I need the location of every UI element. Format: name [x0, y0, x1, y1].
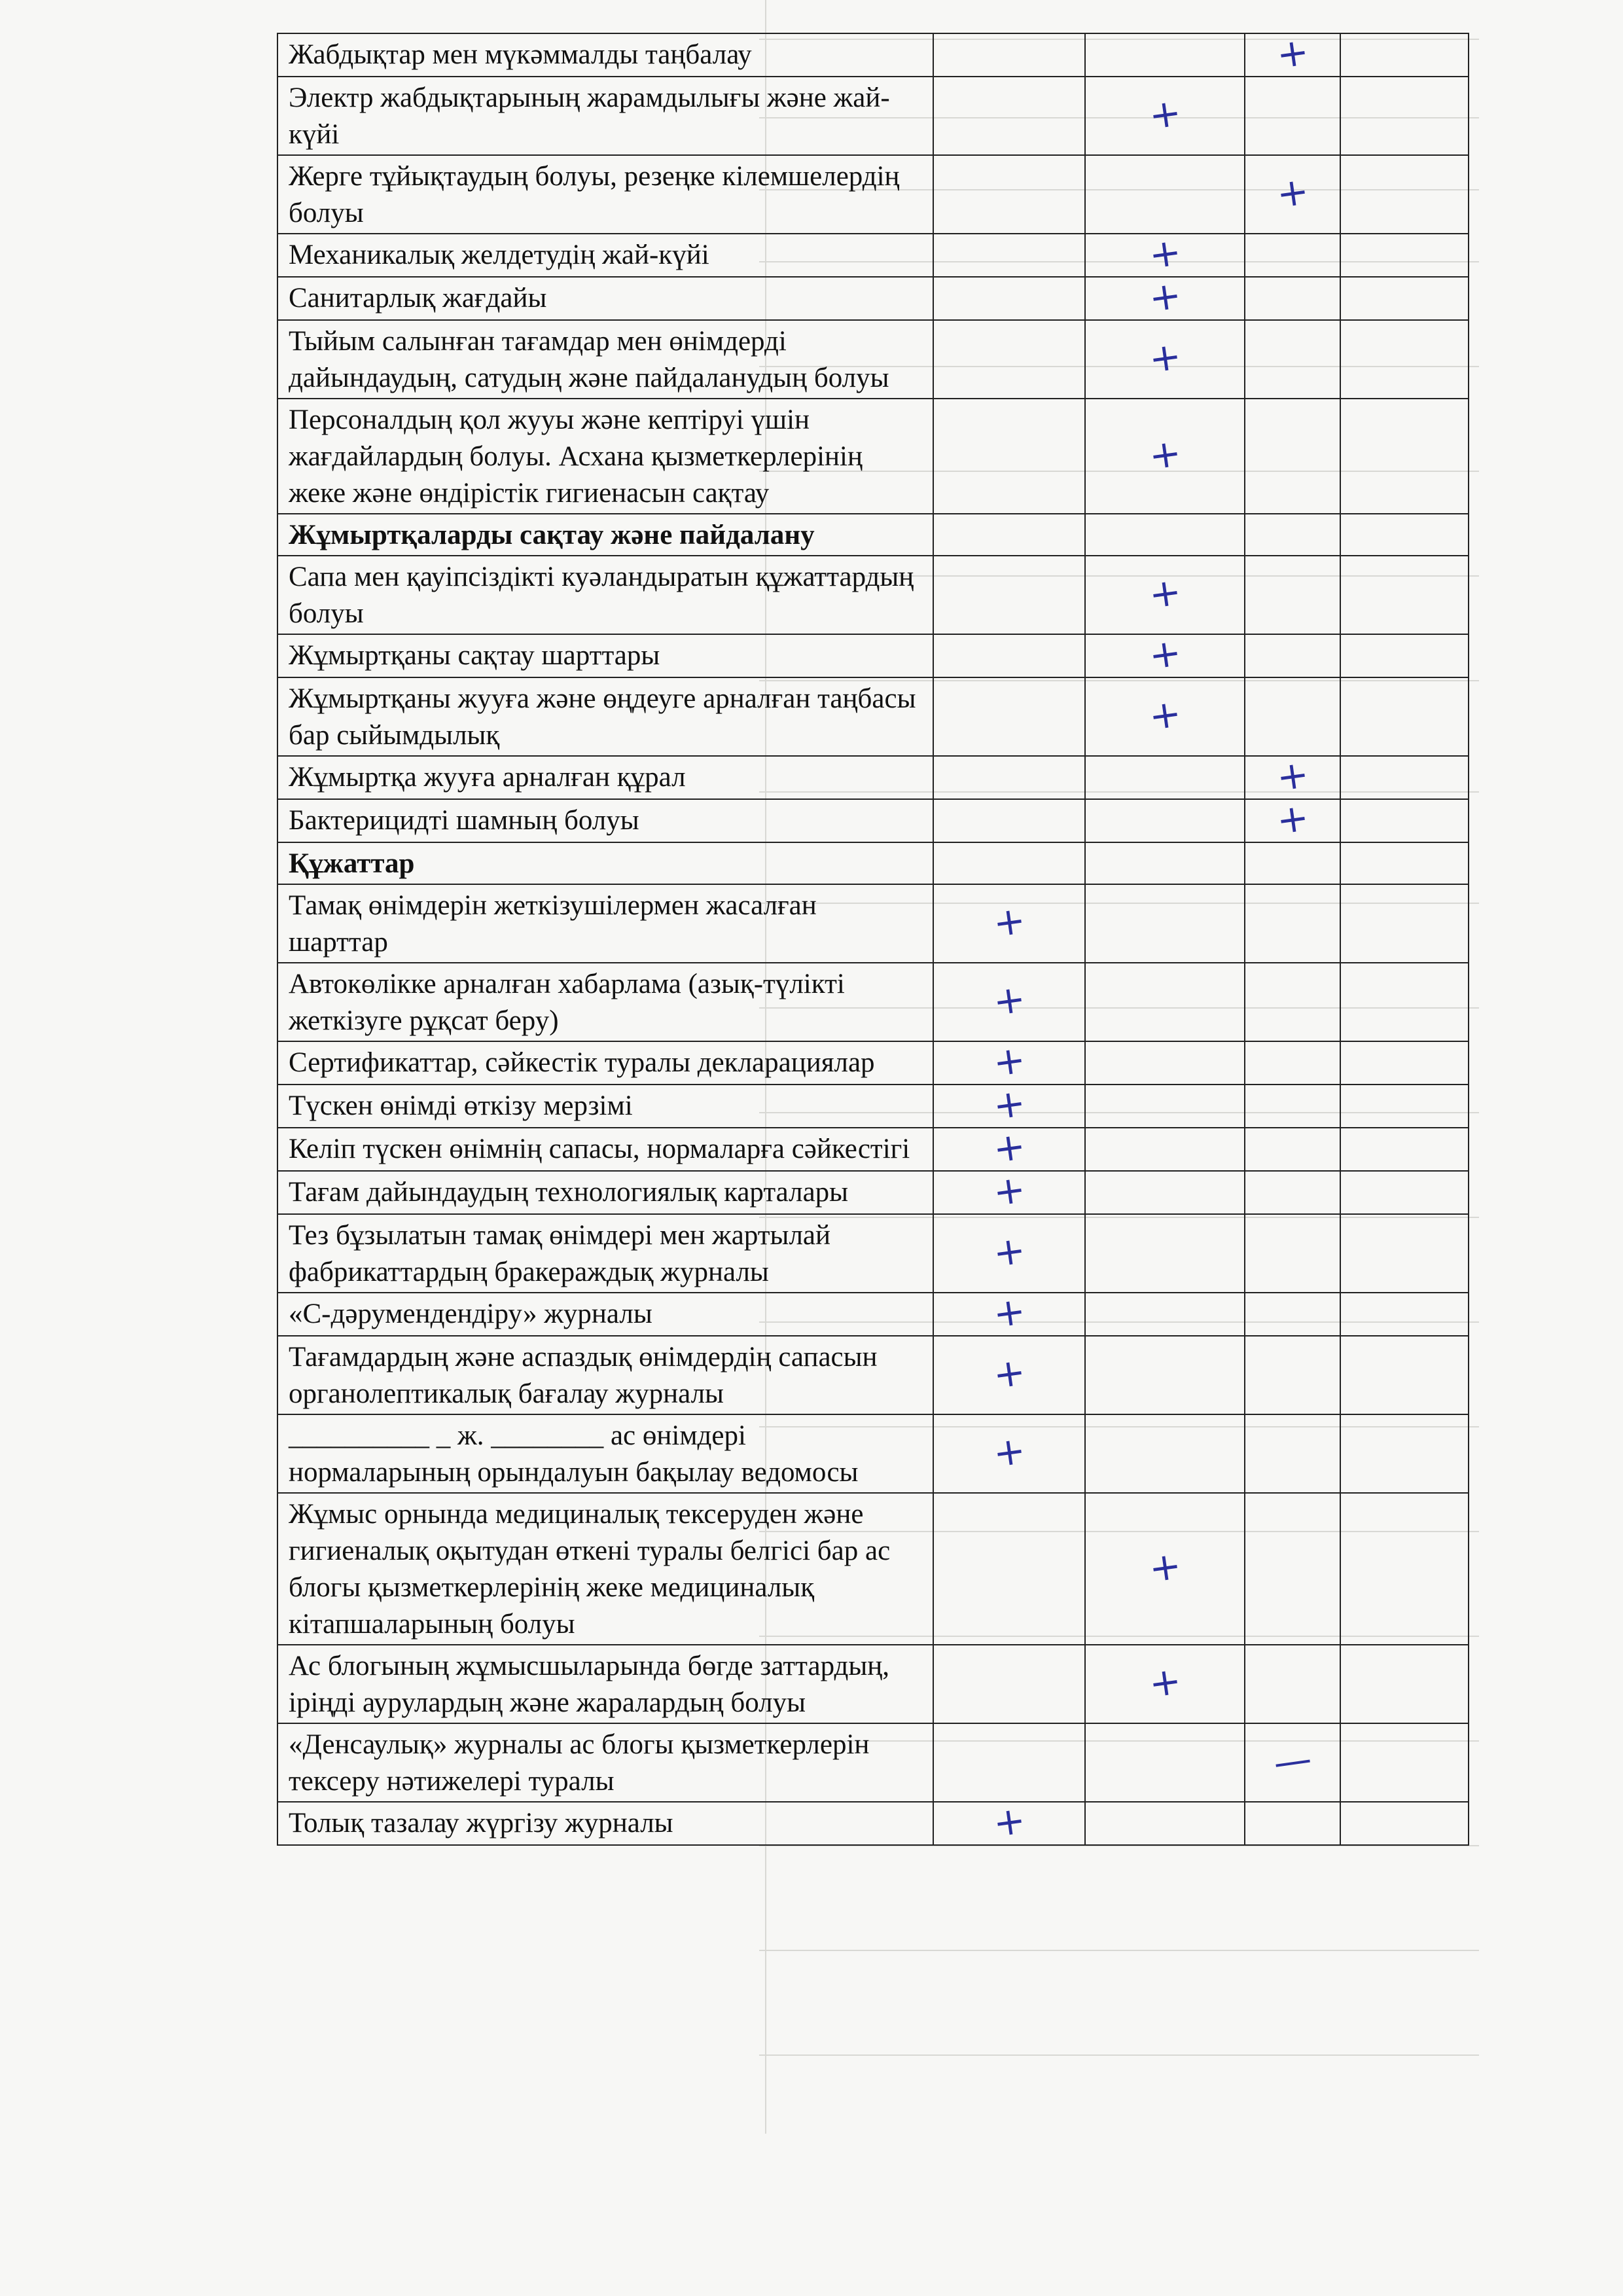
mark-cell-4	[1340, 77, 1469, 155]
mark-cell-4	[1340, 1214, 1469, 1293]
mark-cell-1	[933, 634, 1085, 677]
mark-cell-3	[1245, 234, 1340, 277]
mark-cell-4	[1340, 634, 1469, 677]
checklist-row	[277, 234, 1469, 277]
plus-mark: +	[990, 1287, 1028, 1337]
checklist-row	[277, 634, 1469, 677]
plus-mark: +	[1146, 429, 1184, 479]
mark-cell-2	[1085, 677, 1245, 756]
mark-cell-4	[1340, 756, 1469, 799]
mark-cell-4	[1340, 556, 1469, 634]
mark-cell-2	[1085, 1414, 1245, 1493]
requirement-text: Санитарлық жағдайы	[277, 277, 933, 320]
mark-cell-4	[1340, 514, 1469, 556]
requirement-text: Бактерицидті шамның болуы	[277, 799, 933, 842]
mark-cell-1	[933, 155, 1085, 234]
mark-cell-1	[933, 1645, 1085, 1723]
checklist-row	[277, 1645, 1469, 1723]
mark-cell-3	[1245, 1336, 1340, 1414]
mark-cell-2	[1085, 556, 1245, 634]
mark-cell-2	[1085, 272, 1245, 321]
mark-cell-4	[1340, 842, 1469, 884]
mark-cell-3	[1245, 794, 1340, 844]
mark-cell-1	[933, 277, 1085, 320]
mark-cell-3	[1245, 1041, 1340, 1085]
mark-cell-4	[1340, 1085, 1469, 1128]
mark-cell-4	[1340, 677, 1469, 756]
mark-cell-3	[1245, 1723, 1340, 1802]
checklist-row	[277, 1336, 1469, 1414]
mark-cell-3	[1245, 514, 1340, 556]
mark-cell-2	[1085, 963, 1245, 1041]
mark-cell-4	[1340, 33, 1469, 77]
requirement-text: Автокөлікке арналған хабарлама (азық-түлікті жеткізуге рұқсат беру)	[277, 963, 933, 1041]
mark-cell-4	[1340, 1336, 1469, 1414]
mark-cell-3	[1245, 320, 1340, 399]
mark-cell-2	[1085, 77, 1245, 155]
mark-cell-2	[1085, 799, 1245, 842]
mark-cell-3	[1245, 155, 1340, 234]
mark-cell-3	[1245, 634, 1340, 677]
mark-cell-1	[933, 1214, 1085, 1293]
plus-mark: +	[1146, 629, 1184, 679]
mark-cell-1	[933, 1493, 1085, 1645]
checklist-row	[277, 1723, 1469, 1802]
mark-cell-3	[1245, 677, 1340, 756]
plus-mark: +	[990, 1166, 1028, 1215]
checklist-row	[277, 1414, 1469, 1493]
requirement-text: «С-дәрумендендіру» журналы	[277, 1293, 933, 1336]
mark-cell-3	[1245, 1645, 1340, 1723]
plus-mark: +	[1146, 228, 1184, 278]
mark-cell-1	[933, 884, 1085, 963]
mark-cell-2	[1085, 1171, 1245, 1214]
mark-cell-1	[933, 842, 1085, 884]
mark-cell-4	[1340, 1171, 1469, 1214]
mark-cell-2	[1085, 629, 1245, 679]
mark-cell-4	[1340, 1493, 1469, 1645]
mark-cell-4	[1340, 1041, 1469, 1085]
requirement-text: Механикалық желдетудің жай-күйі	[277, 234, 933, 277]
plus-mark: +	[1274, 168, 1311, 217]
checklist-row	[277, 963, 1469, 1041]
plus-mark: +	[1274, 794, 1311, 844]
mark-cell-1	[933, 1079, 1085, 1129]
plus-mark: +	[990, 1036, 1028, 1086]
mark-cell-2	[1085, 1085, 1245, 1128]
checklist-row	[277, 1293, 1469, 1336]
mark-cell-2	[1085, 514, 1245, 556]
requirement-text: Жабдықтар мен мүкәммалды таңбалау	[277, 33, 933, 77]
mark-cell-2	[1085, 756, 1245, 799]
plus-mark: +	[990, 897, 1028, 946]
mark-cell-3	[1245, 1128, 1340, 1171]
checklist-row	[277, 1214, 1469, 1293]
mark-cell-4	[1340, 1293, 1469, 1336]
checklist-row	[277, 1171, 1469, 1214]
mark-cell-1	[933, 556, 1085, 634]
mark-cell-2	[1085, 842, 1245, 884]
mark-cell-1	[933, 1723, 1085, 1802]
mark-cell-2	[1085, 1802, 1245, 1845]
mark-cell-1	[933, 1336, 1085, 1414]
mark-cell-3	[1245, 28, 1340, 78]
mark-cell-4	[1340, 234, 1469, 277]
section-title: Жұмыртқаларды сақтау және пайдалану	[277, 514, 933, 556]
checklist-row	[277, 1041, 1469, 1085]
mark-cell-4	[1340, 1414, 1469, 1493]
mark-cell-2	[1085, 1493, 1245, 1645]
checklist-row	[277, 1128, 1469, 1171]
mark-cell-4	[1340, 320, 1469, 399]
plus-mark: +	[1274, 751, 1311, 800]
mark-cell-1	[933, 514, 1085, 556]
mark-cell-4	[1340, 1802, 1469, 1845]
requirement-text: Түскен өнімді өткізу мерзімі	[277, 1085, 933, 1128]
plus-mark: +	[1146, 690, 1184, 740]
mark-cell-3	[1245, 1171, 1340, 1214]
mark-cell-3	[1245, 1214, 1340, 1293]
requirement-text: Толық тазалау жүргізу журналы	[277, 1802, 933, 1845]
checklist-table	[277, 28, 1469, 1846]
plus-mark: +	[990, 1348, 1028, 1398]
mark-cell-3	[1245, 884, 1340, 963]
plus-mark: +	[1146, 332, 1184, 382]
requirement-text: Тағамдардың және аспаздық өнімдердің сапасын органолептикалық бағалау журналы	[277, 1336, 933, 1414]
plus-mark: +	[990, 1227, 1028, 1276]
mark-cell-1	[933, 677, 1085, 756]
mark-cell-2	[1085, 155, 1245, 234]
mark-cell-1	[933, 234, 1085, 277]
mark-cell-4	[1340, 399, 1469, 514]
requirement-text: Сапа мен қауіпсіздікті куәландыратын құжаттардың болуы	[277, 556, 933, 634]
checklist-row	[277, 556, 1469, 634]
mark-cell-2	[1085, 884, 1245, 963]
mark-cell-2	[1085, 33, 1245, 77]
checklist-row	[277, 799, 1469, 842]
requirement-text: «Денсаулық» журналы ас блогы қызметкерлерін тексеру нәтижелері туралы	[277, 1723, 933, 1802]
mark-cell-4	[1340, 155, 1469, 234]
mark-cell-3	[1245, 751, 1340, 800]
checklist-row	[277, 1802, 1469, 1845]
checklist-row	[277, 1493, 1469, 1645]
section-header-row	[277, 842, 1469, 884]
mark-cell-2	[1085, 1293, 1245, 1336]
plus-mark: +	[1146, 1542, 1184, 1592]
mark-cell-3	[1245, 1802, 1340, 1845]
mark-cell-3	[1245, 842, 1340, 884]
checklist-row	[277, 884, 1469, 963]
mark-cell-1	[933, 963, 1085, 1041]
requirement-text: Тағам дайындаудың технологиялық карталары	[277, 1171, 933, 1214]
plus-mark: +	[1274, 28, 1311, 78]
requirement-text: Жұмыртқаны жууға және өңдеуге арналған таңбасы бар сыйымдылық	[277, 677, 933, 756]
mark-cell-4	[1340, 277, 1469, 320]
mark-cell-1	[933, 1166, 1085, 1215]
requirement-text: Келіп түскен өнімнің сапасы, нормаларға сәйкестігі	[277, 1128, 933, 1171]
requirement-text: Персоналдың қол жууы және кептіруі үшін жағдайлардың болуы. Асхана қызметкерлерінің жеке және өндірістік гигиенасын сақтау	[277, 399, 933, 514]
mark-cell-1	[933, 320, 1085, 399]
checklist-row	[277, 1085, 1469, 1128]
requirement-text: Тамақ өнімдерін жеткізушілермен жасалған шарттар	[277, 884, 933, 963]
dash-mark: —	[1270, 1736, 1315, 1785]
requirement-text: Жұмыс орнында медициналық тексеруден және гигиеналық оқытудан өткені туралы белгісі бар ас блогы қызметкерлерінің жеке медициналық кітапшаларының болуы	[277, 1493, 933, 1645]
mark-cell-3	[1245, 277, 1340, 320]
checklist-row	[277, 33, 1469, 77]
requirement-text: Ас блогының жұмысшыларында бөгде заттардың, іріңді аурулардың және жаралардың болуы	[277, 1645, 933, 1723]
mark-cell-4	[1340, 1128, 1469, 1171]
mark-cell-3	[1245, 1085, 1340, 1128]
mark-cell-3	[1245, 1493, 1340, 1645]
checklist-row	[277, 756, 1469, 799]
mark-cell-4	[1340, 1645, 1469, 1723]
section-header-row	[277, 514, 1469, 556]
mark-cell-1	[933, 1036, 1085, 1086]
requirement-text: Тез бұзылатын тамақ өнімдері мен жартылай фабрикаттардың бракераждық журналы	[277, 1214, 933, 1293]
mark-cell-1	[933, 1414, 1085, 1493]
mark-cell-4	[1340, 1723, 1469, 1802]
mark-cell-1	[933, 1287, 1085, 1337]
plus-mark: +	[1146, 89, 1184, 139]
mark-cell-2	[1085, 1214, 1245, 1293]
requirement-text: Жұмыртқаны сақтау шарттары	[277, 634, 933, 677]
checklist-page	[277, 28, 1468, 1846]
mark-cell-3	[1245, 77, 1340, 155]
mark-cell-2	[1085, 1336, 1245, 1414]
mark-cell-4	[1340, 884, 1469, 963]
checklist-row	[277, 677, 1469, 756]
mark-cell-2	[1085, 1128, 1245, 1171]
mark-cell-2	[1085, 1723, 1245, 1802]
checklist-row	[277, 277, 1469, 320]
mark-cell-3	[1245, 556, 1340, 634]
mark-cell-3	[1245, 963, 1340, 1041]
plus-mark: +	[990, 1122, 1028, 1172]
requirement-text: Тыйым салынған тағамдар мен өнімдерді дайындаудың, сатудың және пайдаланудың болуы	[277, 320, 933, 399]
mark-cell-2	[1085, 399, 1245, 514]
requirement-text: __________ _ ж. ________ ас өнімдері нормаларының орындалуын бақылау ведомосы	[277, 1414, 933, 1493]
checklist-row	[277, 155, 1469, 234]
plus-mark: +	[990, 1427, 1028, 1477]
mark-cell-1	[933, 1122, 1085, 1172]
mark-cell-1	[933, 33, 1085, 77]
checklist-row	[277, 77, 1469, 155]
requirement-text: Жұмыртқа жууға арналған құрал	[277, 756, 933, 799]
plus-mark: +	[990, 1797, 1028, 1846]
mark-cell-2	[1085, 320, 1245, 399]
checklist-row	[277, 320, 1469, 399]
mark-cell-1	[933, 399, 1085, 514]
mark-cell-3	[1245, 1293, 1340, 1336]
mark-cell-2	[1085, 1645, 1245, 1723]
requirement-text: Жерге тұйықтаудың болуы, резеңке кілемшелердің болуы	[277, 155, 933, 234]
mark-cell-3	[1245, 1414, 1340, 1493]
mark-cell-1	[933, 77, 1085, 155]
requirement-text: Электр жабдықтарының жарамдылығы және жай-күйі	[277, 77, 933, 155]
mark-cell-4	[1340, 963, 1469, 1041]
mark-cell-1	[933, 756, 1085, 799]
mark-cell-1	[933, 1797, 1085, 1846]
mark-cell-2	[1085, 1041, 1245, 1085]
plus-mark: +	[1146, 272, 1184, 321]
mark-cell-4	[1340, 799, 1469, 842]
plus-mark: +	[1146, 1657, 1184, 1707]
section-title: Құжаттар	[277, 842, 933, 884]
plus-mark: +	[990, 975, 1028, 1025]
plus-mark: +	[1146, 568, 1184, 618]
mark-cell-1	[933, 799, 1085, 842]
mark-cell-3	[1245, 399, 1340, 514]
requirement-text: Сертификаттар, сәйкестік туралы декларациялар	[277, 1041, 933, 1085]
plus-mark: +	[990, 1079, 1028, 1129]
mark-cell-2	[1085, 228, 1245, 278]
checklist-row	[277, 399, 1469, 514]
